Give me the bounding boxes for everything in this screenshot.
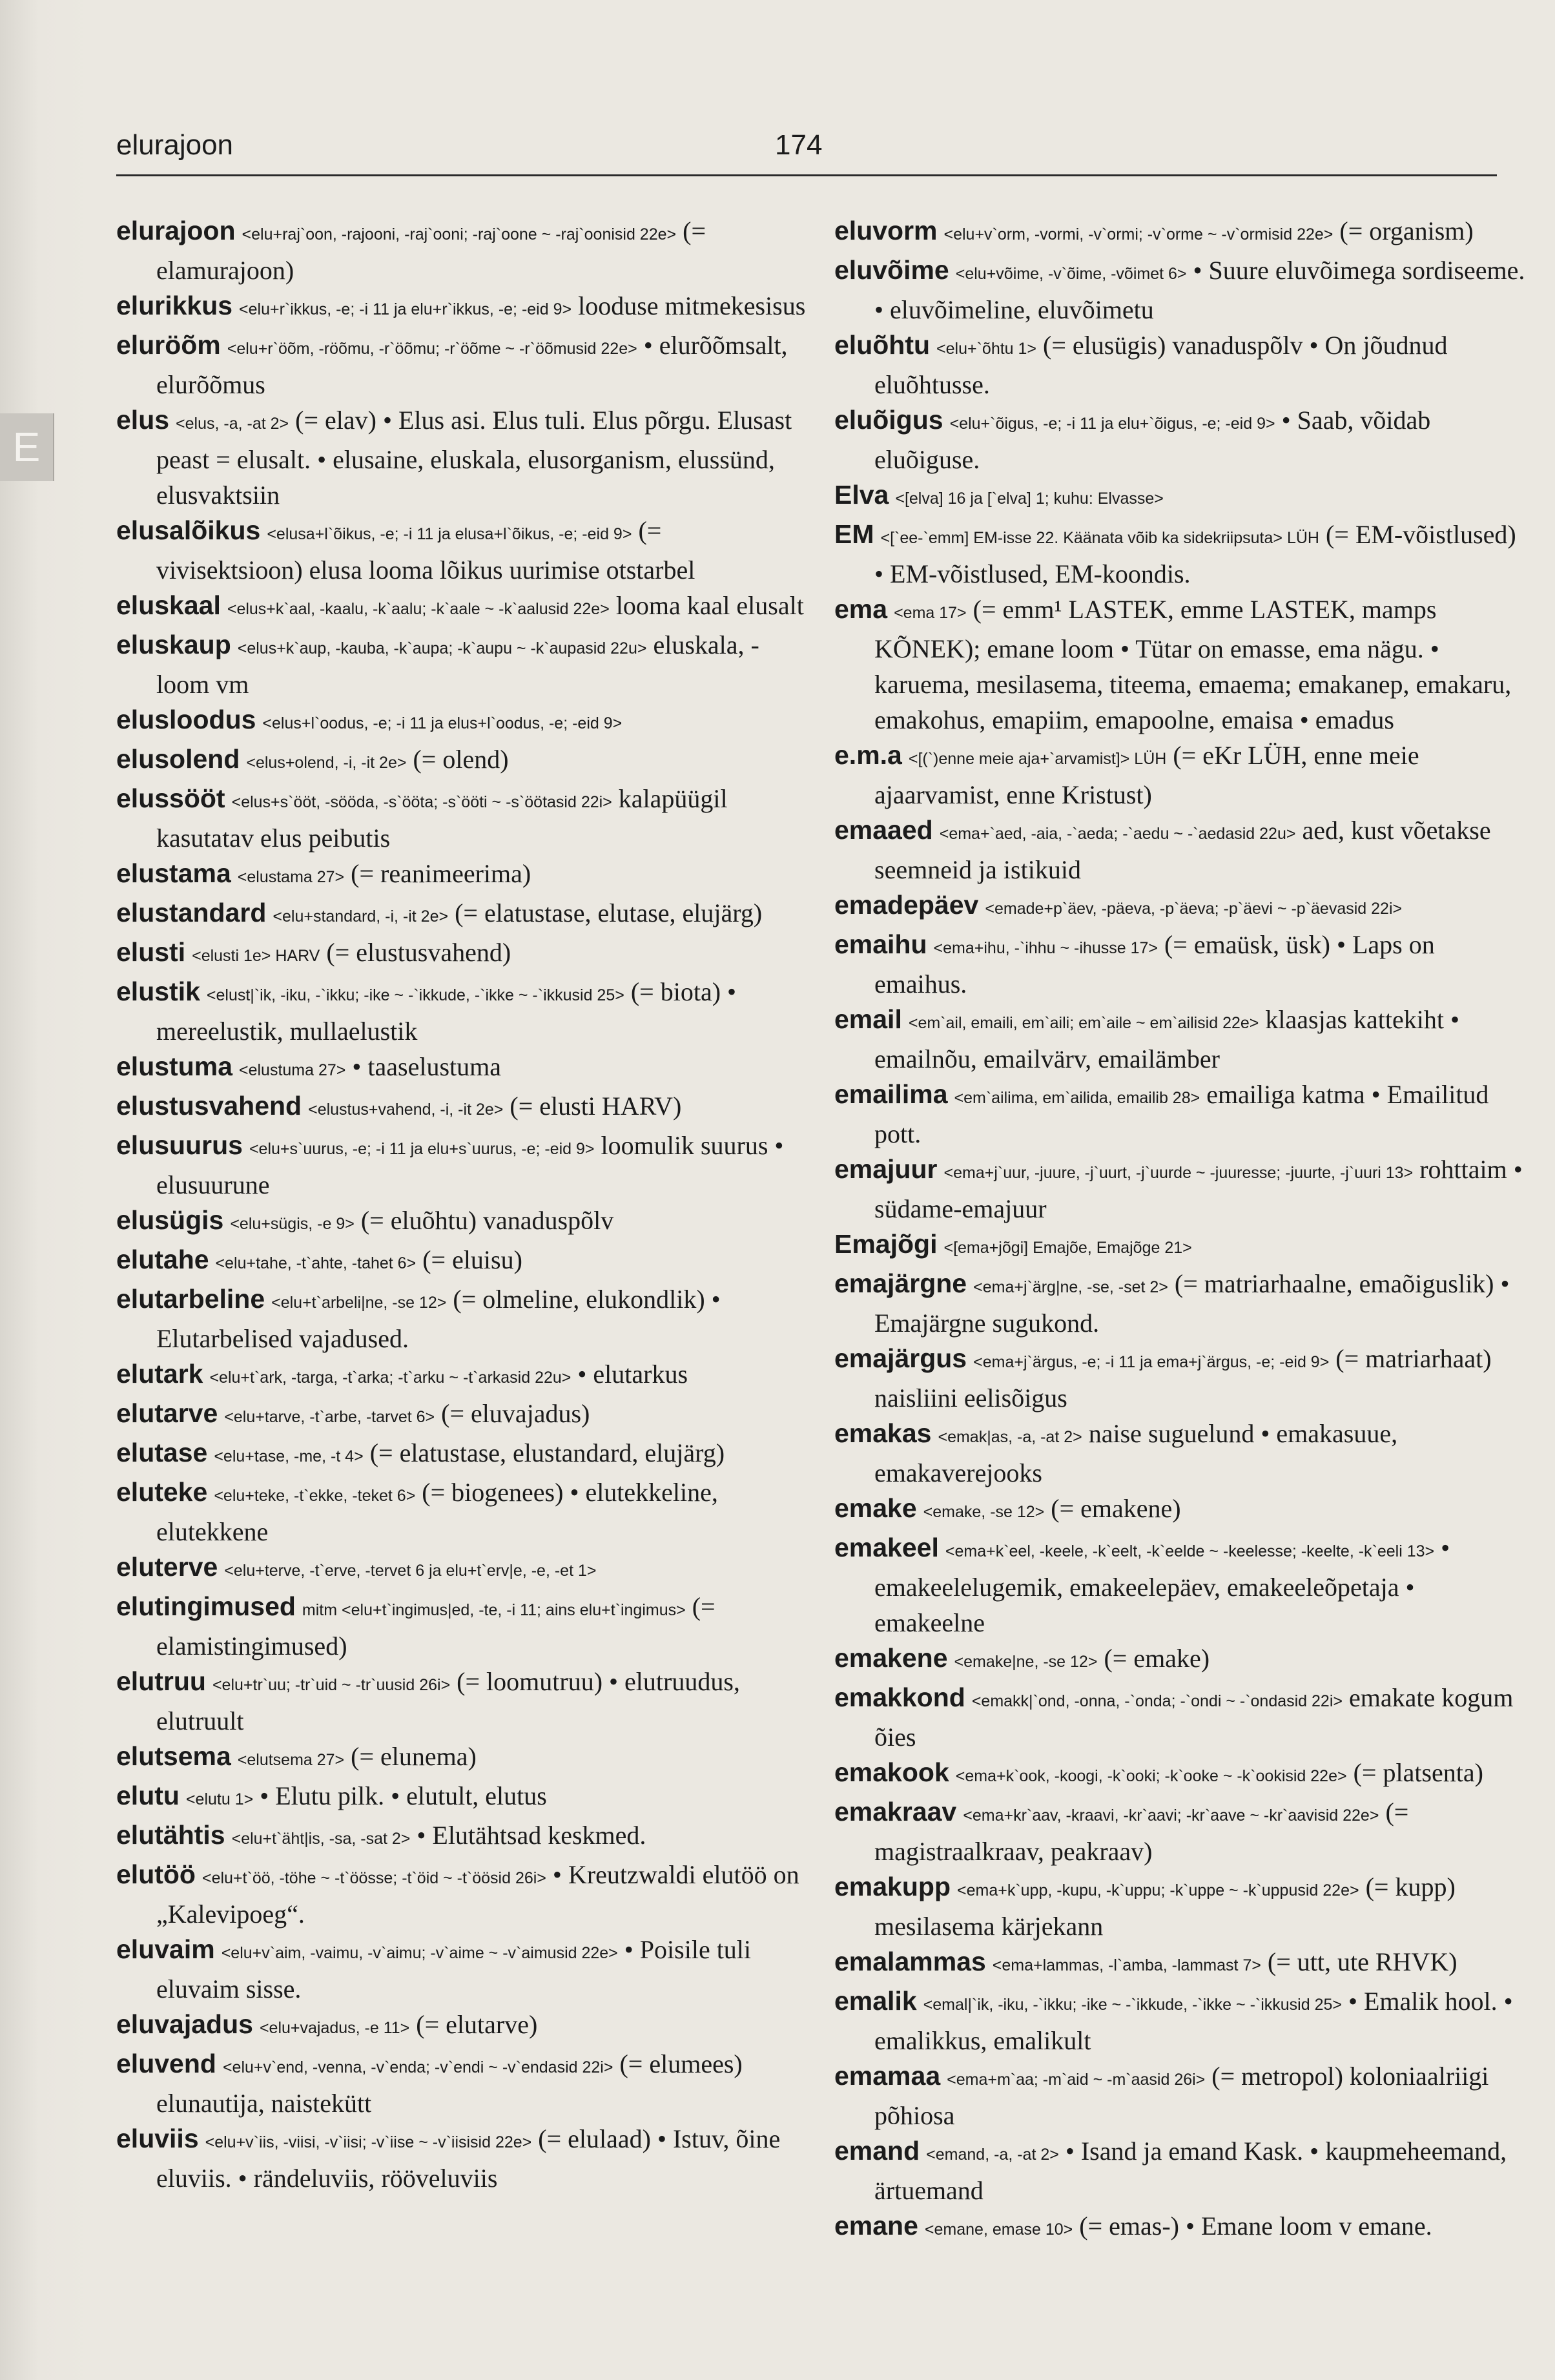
entry-definition: • Suure eluvõimega sordiseeme. • eluvõimeline, eluvõimetu <box>874 256 1525 324</box>
entry-definition: (= vivisektsioon) elusa looma lõikus uurimise otstarbel <box>156 516 695 585</box>
entry-headword: elusti <box>116 937 186 967</box>
entry-definition: (= biogenees) • elutekkeline, elutekkene <box>156 1478 718 1546</box>
entry-grammar: <elu+sügis, -e 9> <box>230 1215 355 1233</box>
entry-headword: elusloodus <box>116 705 256 734</box>
entry-definition: • Isand ja emand Kask. • kaupmeheemand, ärtuemand <box>874 2137 1507 2205</box>
entry-definition: (= elusügis) vanaduspõlv • On jõudnud eluõhtusse. <box>874 331 1448 399</box>
entry-headword: emake <box>834 1493 917 1523</box>
entry-headword: emalik <box>834 1986 917 2016</box>
entry-definition: (= eluvajadus) <box>441 1399 590 1428</box>
dictionary-entry <box>116 288 810 327</box>
entry-grammar: <elu+võime, -v`õime, -võimet 6> <box>955 265 1187 283</box>
entry-headword: elusuurus <box>116 1130 243 1160</box>
entry-headword: eluõigus <box>834 405 943 435</box>
entry-headword: Emajõgi <box>834 1229 938 1259</box>
dictionary-entry <box>116 513 810 588</box>
entry-grammar: mitm <elu+t`ingimus|ed, -te, -i 11; ains elu+t`ingimus> <box>302 1601 686 1619</box>
entry-headword: emakupp <box>834 1872 951 1901</box>
entry-definition: (= matriarhaat) naisliini eelisõigus <box>874 1344 1492 1412</box>
entry-definition: (= platsenta) <box>1353 1758 1483 1787</box>
entry-headword: elutingimused <box>116 1591 296 1621</box>
entry-headword: eluvõime <box>834 255 949 285</box>
dictionary-entry <box>116 1739 810 1778</box>
entry-headword: eluterve <box>116 1552 218 1582</box>
entry-grammar: <elu+v`orm, -vormi, -v`ormi; -v`orme ~ -v`ormisid 22e> <box>943 225 1334 243</box>
dictionary-entry <box>116 588 810 627</box>
dictionary-entry <box>116 2121 810 2196</box>
entry-grammar: <elus+l`oodus, -e; -i 11 ja elus+l`oodus, -e; -eid 9> <box>262 714 623 732</box>
entry-grammar: <em`ail, emaili, em`aili; em`aile ~ em`ailisid 22e> <box>908 1014 1259 1032</box>
dictionary-entry <box>116 741 810 781</box>
dictionary-entry <box>834 1530 1529 1640</box>
entry-grammar: <elu+v`end, -venna, -v`enda; -v`endi ~ -v`endasid 22i> <box>222 2058 613 2076</box>
dictionary-entry <box>834 2208 1529 2248</box>
entry-definition: emailiga katma • Emailitud pott. <box>874 1080 1489 1148</box>
entry-definition: (= olmeline, elukondlik) • Elutarbelised vajadused. <box>156 1285 721 1353</box>
entry-headword: elutsema <box>116 1741 231 1771</box>
entry-grammar: <ema+j`ärgus, -e; -i 11 ja ema+j`ärgus, -e; -eid 9> <box>973 1353 1330 1371</box>
entry-headword: eluröõm <box>116 330 221 360</box>
entry-grammar: <elu+v`iis, -viisi, -v`iisi; -v`iise ~ -v`iisisid 22e> <box>205 2133 532 2151</box>
entry-headword: elutahe <box>116 1245 209 1274</box>
entry-grammar: <ema+k`ook, -koogi, -k`ooki; -k`ooke ~ -k`ookisid 22e> <box>955 1767 1347 1785</box>
dictionary-entry <box>116 1049 810 1088</box>
entry-headword: eluskaal <box>116 590 221 620</box>
entry-grammar: <[ema+jõgi] Emajõe, Emajõge 21> <box>943 1239 1192 1257</box>
entry-definition: loomulik suurus • elusuurune <box>156 1131 784 1199</box>
dictionary-entry <box>116 1549 810 1589</box>
entry-headword: elustama <box>116 858 231 888</box>
right-column <box>834 213 1529 2248</box>
entry-grammar: <ema+k`upp, -kupu, -k`uppu; -k`uppe ~ -k`uppusid 22e> <box>957 1881 1359 1899</box>
dictionary-entry <box>834 327 1529 402</box>
entry-headword: elutruu <box>116 1666 206 1696</box>
entry-grammar: <ema+m`aa; -m`aid ~ -m`aasid 26i> <box>947 2071 1206 2089</box>
entry-definition: • Kreutzwaldi elutöö on „Kalevipoeg“. <box>156 1860 799 1929</box>
entry-grammar: <emak|as, -a, -at 2> <box>938 1428 1082 1446</box>
entry-headword: emajuur <box>834 1154 938 1184</box>
entry-headword: emaaed <box>834 815 933 845</box>
entry-headword: Elva <box>834 480 889 510</box>
entry-headword: eluviis <box>116 2124 199 2153</box>
dictionary-entry <box>834 477 1529 517</box>
dictionary-entry <box>116 935 810 974</box>
entry-headword: emand <box>834 2136 920 2166</box>
entry-grammar: <elu+vajadus, -e 11> <box>259 2019 410 2037</box>
entry-headword: emajärgne <box>834 1268 967 1298</box>
left-column <box>116 213 810 2196</box>
entry-grammar: <elustama 27> <box>237 868 345 886</box>
entry-grammar: <ema+j`ärg|ne, -se, -set 2> <box>973 1278 1168 1296</box>
dictionary-entry <box>834 1680 1529 1755</box>
entry-definition: (= reanimeerima) <box>351 859 531 888</box>
dictionary-entry <box>116 856 810 895</box>
entry-grammar: <[elva] 16 ja [`elva] 1; kuhu: Elvasse> <box>895 490 1164 508</box>
entry-grammar: <elu+r`öõm, -röõmu, -r`öõmu; -r`öõme ~ -r`öõmusid 22e> <box>227 340 637 358</box>
entry-grammar: <elu+tahe, -t`ahte, -tahet 6> <box>215 1254 417 1272</box>
entry-definition: looduse mitmekesisus <box>578 291 806 320</box>
entry-grammar: <elutsema 27> <box>237 1751 345 1769</box>
entry-grammar: <elu+raj`oon, -rajooni, -raj`ooni; -raj`oone ~ -raj`oonisid 22e> <box>242 225 677 243</box>
entry-definition: (= emake) <box>1104 1644 1210 1673</box>
entry-grammar: <elustus+vahend, -i, -it 2e> <box>308 1101 504 1119</box>
dictionary-entry <box>116 1128 810 1203</box>
page-header <box>116 129 1497 176</box>
dictionary-entry <box>834 2058 1529 2133</box>
entry-grammar: <elu+terve, -t`erve, -tervet 6 ja elu+t`erv|e, -e, -et 1> <box>224 1562 597 1580</box>
entry-definition: (= emakene) <box>1051 1494 1181 1523</box>
dictionary-entry <box>834 1491 1529 1530</box>
entry-definition: (= elav) • Elus asi. Elus tuli. Elus põrgu. Elusast peast = elusalt. • elusaine, eluskala, elusorganism, elussünd, elusvaktsiin <box>156 406 792 510</box>
entry-definition: • Elutähtsad keskmed. <box>417 1821 646 1850</box>
entry-headword: elutark <box>116 1359 203 1389</box>
dictionary-entry <box>116 1589 810 1664</box>
entry-grammar: <ema+`aed, -aia, -`aeda; -`aedu ~ -`aedasid 22u> <box>939 825 1296 843</box>
entry-headword: elutarve <box>116 1398 218 1428</box>
entry-headword: ema <box>834 594 888 624</box>
entry-definition: (= EM-võistlused) • EM-võistlused, EM-koondis. <box>874 520 1516 588</box>
entry-grammar: <elu+v`aim, -vaimu, -v`aimu; -v`aime ~ -v`aimusid 22e> <box>221 1944 618 1962</box>
dictionary-entry <box>834 402 1529 477</box>
entry-definition: kalapüügil kasutatav elus peibutis <box>156 784 728 853</box>
entry-definition: naise suguelund • emakasuue, emakaverejooks <box>874 1419 1398 1487</box>
entry-grammar: <elu+tarve, -t`arbe, -tarvet 6> <box>224 1408 435 1426</box>
entry-headword: elusügis <box>116 1205 224 1235</box>
entry-grammar: <elus+k`aal, -kaalu, -k`aalu; -k`aale ~ -k`aalusid 22e> <box>227 600 610 618</box>
entry-definition: • Elutu pilk. • elutult, elutus <box>260 1781 547 1810</box>
entry-grammar: <emakk|`ond, -onna, -`onda; -`ondi ~ -`ondasid 22i> <box>971 1692 1343 1710</box>
entry-definition: (= magistraalkraav, peakraav) <box>874 1797 1409 1866</box>
entry-grammar: <elus, -a, -at 2> <box>176 415 289 433</box>
entry-definition: (= elamurajoon) <box>156 216 706 285</box>
dictionary-entry <box>834 1266 1529 1341</box>
entry-headword: eluskaup <box>116 630 231 659</box>
page-number: 174 <box>775 129 823 161</box>
dictionary-entry <box>834 1755 1529 1794</box>
entry-definition: • Emalik hool. • emalikkus, emalikult <box>874 1987 1513 2055</box>
entry-definition: (= olend) <box>413 745 509 774</box>
entry-headword: emalammas <box>834 1947 986 1976</box>
entry-headword: elustuma <box>116 1051 232 1081</box>
entry-headword: e.m.a <box>834 740 902 770</box>
entry-definition: (= elusti HARV) <box>510 1092 682 1121</box>
entry-grammar: <ema+j`uur, -juure, -j`uurt, -j`uurde ~ -juuresse; -juurte, -j`uuri 13> <box>943 1164 1414 1182</box>
entry-headword: emakene <box>834 1643 948 1673</box>
dictionary-entry <box>116 702 810 741</box>
entry-headword: EM <box>834 519 874 549</box>
entry-headword: elus <box>116 405 170 435</box>
dictionary-entry <box>834 812 1529 887</box>
entry-headword: eluteke <box>116 1477 208 1507</box>
dictionary-entry <box>834 1077 1529 1152</box>
entry-grammar: <[(`)enne meie aja+`arvamist]> LÜH <box>908 750 1167 768</box>
entry-headword: emailima <box>834 1079 948 1109</box>
dictionary-entry <box>834 1794 1529 1869</box>
entry-grammar: <elu+tase, -me, -t 4> <box>214 1447 364 1465</box>
dictionary-entry <box>116 1396 810 1435</box>
entry-definition: looma kaal elusalt <box>615 591 804 620</box>
entry-definition: (= elatustase, elutase, elujärg) <box>455 898 763 927</box>
dictionary-entry <box>116 327 810 402</box>
entry-headword: elurajoon <box>116 216 236 245</box>
entry-headword: elussööt <box>116 783 225 813</box>
dictionary-entry <box>834 213 1529 253</box>
entry-headword: eluvaim <box>116 1934 215 1964</box>
entry-grammar: <emane, emase 10> <box>924 2220 1073 2239</box>
entry-headword: elustik <box>116 977 200 1006</box>
entry-definition: • Saab, võidab eluõiguse. <box>874 406 1431 474</box>
dictionary-entry <box>116 1475 810 1549</box>
dictionary-entry <box>116 1817 810 1857</box>
dictionary-entry <box>116 1932 810 2007</box>
dictionary-entry <box>834 1416 1529 1491</box>
entry-headword: elutähtis <box>116 1820 225 1850</box>
dictionary-entry <box>116 974 810 1049</box>
entry-definition: (= utt, ute RHVK) <box>1267 1947 1457 1976</box>
entry-definition: (= eluisu) <box>422 1245 522 1274</box>
entry-grammar: <[`ee-`emm] EM-isse 22. Käänata võib ka sidekriipsuta> LÜH <box>880 529 1319 547</box>
entry-grammar: <ema+lammas, -l`amba, -lammast 7> <box>992 1956 1261 1974</box>
entry-grammar: <ema+ihu, -`ihhu ~ -ihusse 17> <box>933 939 1158 957</box>
dictionary-entry <box>834 1152 1529 1226</box>
entry-grammar: <ema+kr`aav, -kraavi, -kr`aavi; -kr`aave ~ -kr`aavisid 22e> <box>963 1806 1379 1825</box>
entry-grammar: <elu+t`arbeli|ne, -se 12> <box>271 1294 447 1312</box>
entry-grammar: <elu+tr`uu; -tr`uid ~ -tr`uusid 26i> <box>212 1676 451 1694</box>
entry-grammar: <elu+`õhtu 1> <box>936 340 1037 358</box>
entry-definition: (= elustusvahend) <box>326 938 511 967</box>
entry-definition: • Poisile tuli eluvaim sisse. <box>156 1935 752 2003</box>
entry-headword: emadepäev <box>834 890 979 920</box>
entry-definition: (= matriarhaalne, emaõiguslik) • Emajärgne sugukond. <box>874 1269 1510 1338</box>
entry-headword: eluõhtu <box>834 330 931 360</box>
entry-grammar: <em`ailima, em`ailida, emailib 28> <box>954 1089 1200 1107</box>
entry-grammar: <elu+teke, -t`ekke, -teket 6> <box>214 1487 416 1505</box>
entry-headword: eluvorm <box>834 216 938 245</box>
dictionary-entry <box>116 1242 810 1281</box>
entry-headword: elustusvahend <box>116 1091 302 1121</box>
entry-definition: • taaselustuma <box>352 1052 502 1081</box>
entry-grammar: <ema+k`eel, -keele, -k`eelt, -k`eelde ~ -keelesse; -keelte, -k`eeli 13> <box>945 1542 1435 1560</box>
entry-grammar: <elu+s`uurus, -e; -i 11 ja elu+s`uurus, -e; -eid 9> <box>249 1140 595 1158</box>
entry-headword: email <box>834 1004 902 1034</box>
entry-grammar: <elustuma 27> <box>239 1061 346 1079</box>
entry-headword: elutarbeline <box>116 1284 265 1314</box>
dictionary-entry <box>116 1857 810 1932</box>
dictionary-entry <box>834 927 1529 1002</box>
entry-headword: emaihu <box>834 929 927 959</box>
entry-definition: • emakeelelugemik, emakeelepäev, emakeeleõpetaja • emakeelne <box>874 1533 1450 1637</box>
entry-headword: elurikkus <box>116 291 233 320</box>
entry-grammar: <elu+`õigus, -e; -i 11 ja elu+`õigus, -e; -eid 9> <box>949 415 1275 433</box>
entry-definition: (= emaüsk, üsk) • Laps on emaihus. <box>874 930 1435 999</box>
dictionary-entry <box>116 213 810 288</box>
entry-grammar: <elus+s`ööt, -sööda, -s`ööta; -s`ööti ~ -s`öötasid 22i> <box>231 793 612 811</box>
thumb-index-tab: E <box>0 413 54 481</box>
entry-grammar: <elutu 1> <box>185 1790 254 1808</box>
entry-definition: klaasjas kattekiht • emailnõu, emailvärv, emailämber <box>874 1005 1459 1073</box>
entry-definition: (= elunema) <box>351 1742 477 1771</box>
dictionary-entry <box>834 2133 1529 2208</box>
dictionary-entry <box>116 1435 810 1475</box>
entry-headword: elutöö <box>116 1859 196 1889</box>
entry-definition: rohttaim • südame-emajuur <box>874 1155 1523 1223</box>
entry-grammar: <elu+r`ikkus, -e; -i 11 ja elu+r`ikkus, -e; -eid 9> <box>239 300 572 318</box>
entry-grammar: <elus+olend, -i, -it 2e> <box>246 754 407 772</box>
dictionary-entry <box>116 1356 810 1396</box>
entry-grammar: <emand, -a, -at 2> <box>926 2146 1059 2164</box>
dictionary-entry <box>116 1203 810 1242</box>
entry-grammar: <elu+t`ark, -targa, -t`arka; -t`arku ~ -t`arkasid 22u> <box>209 1369 572 1387</box>
dictionary-entry <box>116 2046 810 2121</box>
dictionary-entry <box>116 402 810 513</box>
entry-grammar: <elu+standard, -i, -it 2e> <box>273 907 449 926</box>
entry-grammar: <elus+k`aup, -kauba, -k`aupa; -k`aupu ~ -k`aupasid 22u> <box>237 639 647 657</box>
entry-grammar: <elust|`ik, -iku, -`ikku; -ike ~ -`ikkude, -`ikke ~ -`ikkusid 25> <box>206 986 624 1004</box>
entry-headword: elutase <box>116 1438 208 1467</box>
entry-headword: elustandard <box>116 898 267 927</box>
dictionary-entry <box>116 1778 810 1817</box>
entry-grammar: <emade+p`äev, -päeva, -p`äeva; -p`äevi ~ -p`äevasid 22i> <box>985 900 1403 918</box>
entry-headword: emajärgus <box>834 1343 967 1373</box>
dictionary-entry <box>116 895 810 935</box>
dictionary-entry <box>116 627 810 702</box>
dictionary-entry <box>834 592 1529 738</box>
entry-definition: (= emm¹ LASTEK, emme LASTEK, mamps KÕNEK); emane loom • Tütar on emasse, ema nägu. • karuema, mesilasema, titeema, emaema; emakanep, emakaru, emakohus, emapiim, emapoolne, emaisa • emadus <box>874 595 1512 734</box>
entry-definition: • elurõõmsalt, elurõõmus <box>156 331 788 399</box>
entry-headword: elusolend <box>116 744 240 774</box>
entry-definition: (= organism) <box>1339 216 1474 245</box>
entry-definition: (= elumees) elunautija, naistekütt <box>156 2049 743 2118</box>
entry-definition: (= loomutruu) • elutruudus, elutruult <box>156 1667 740 1735</box>
entry-grammar: <elusti 1e> HARV <box>192 947 320 965</box>
entry-headword: emakraav <box>834 1797 957 1826</box>
entry-headword: emane <box>834 2211 918 2240</box>
running-head: elurajoon <box>116 129 234 161</box>
entry-headword: elusalõikus <box>116 515 261 545</box>
entry-headword: emakkond <box>834 1682 965 1712</box>
entry-definition: (= elatustase, elustandard, elujärg) <box>369 1438 725 1467</box>
dictionary-entry <box>116 2007 810 2046</box>
entry-definition: emakate kogum õies <box>874 1683 1514 1752</box>
dictionary-entry <box>834 1983 1529 2058</box>
entry-definition: • elutarkus <box>577 1360 688 1389</box>
dictionary-entry <box>834 887 1529 927</box>
entry-headword: emakas <box>834 1418 932 1448</box>
entry-headword: eluvajadus <box>116 2009 253 2039</box>
entry-definition: (= elamistingimused) <box>156 1592 716 1661</box>
entry-definition: (= biota) • mereelustik, mullaelustik <box>156 977 737 1046</box>
entry-definition: (= eKr LÜH, enne meie ajaarvamist, enne Kristust) <box>874 741 1419 809</box>
dictionary-entry <box>116 1664 810 1739</box>
dictionary-entry <box>834 253 1529 327</box>
dictionary-entry <box>834 517 1529 592</box>
entry-headword: eluvend <box>116 2049 216 2078</box>
entry-grammar: <elu+t`äht|is, -sa, -sat 2> <box>231 1830 411 1848</box>
entry-definition: (= elulaad) • Istuv, õine eluviis. • rändeluviis, rööveluviis <box>156 2124 781 2193</box>
entry-headword: emamaa <box>834 2061 941 2091</box>
entry-headword: emakeel <box>834 1533 939 1562</box>
entry-headword: elutu <box>116 1781 180 1810</box>
entry-grammar: <emal|`ik, -iku, -`ikku; -ike ~ -`ikkude, -`ikke ~ -`ikkusid 25> <box>923 1996 1342 2014</box>
entry-grammar: <emake, -se 12> <box>923 1503 1045 1521</box>
entry-definition: eluskala, -loom vm <box>156 630 759 699</box>
dictionary-entry <box>834 1640 1529 1680</box>
entry-grammar: <elu+t`öö, -töhe ~ -t`öösse; -t`öid ~ -t`öösid 26i> <box>201 1869 546 1887</box>
entry-headword: emakook <box>834 1757 949 1787</box>
entry-definition: (= metropol) koloniaalriigi põhiosa <box>874 2062 1489 2130</box>
entry-definition: (= elutarve) <box>416 2010 538 2039</box>
entry-definition: aed, kust võetakse seemneid ja istikuid <box>874 816 1491 884</box>
entry-definition: (= eluõhtu) vanaduspõlv <box>360 1206 614 1235</box>
dictionary-entry <box>116 1088 810 1128</box>
dictionary-entry <box>834 1002 1529 1077</box>
dictionary-entry <box>834 1226 1529 1266</box>
dictionary-entry <box>834 1869 1529 1944</box>
entry-grammar: <emake|ne, -se 12> <box>954 1653 1098 1671</box>
entry-definition: (= emas-) • Emane loom v emane. <box>1079 2211 1432 2240</box>
entry-grammar: <ema 17> <box>894 604 967 622</box>
dictionary-entry <box>834 738 1529 812</box>
entry-definition: (= kupp) mesilasema kärjekann <box>874 1872 1456 1941</box>
entry-grammar: <elusa+l`õikus, -e; -i 11 ja elusa+l`õikus, -e; -eid 9> <box>267 525 632 543</box>
dictionary-entry <box>116 781 810 856</box>
dictionary-entry <box>834 1341 1529 1416</box>
dictionary-entry <box>834 1944 1529 1983</box>
dictionary-entry <box>116 1281 810 1356</box>
